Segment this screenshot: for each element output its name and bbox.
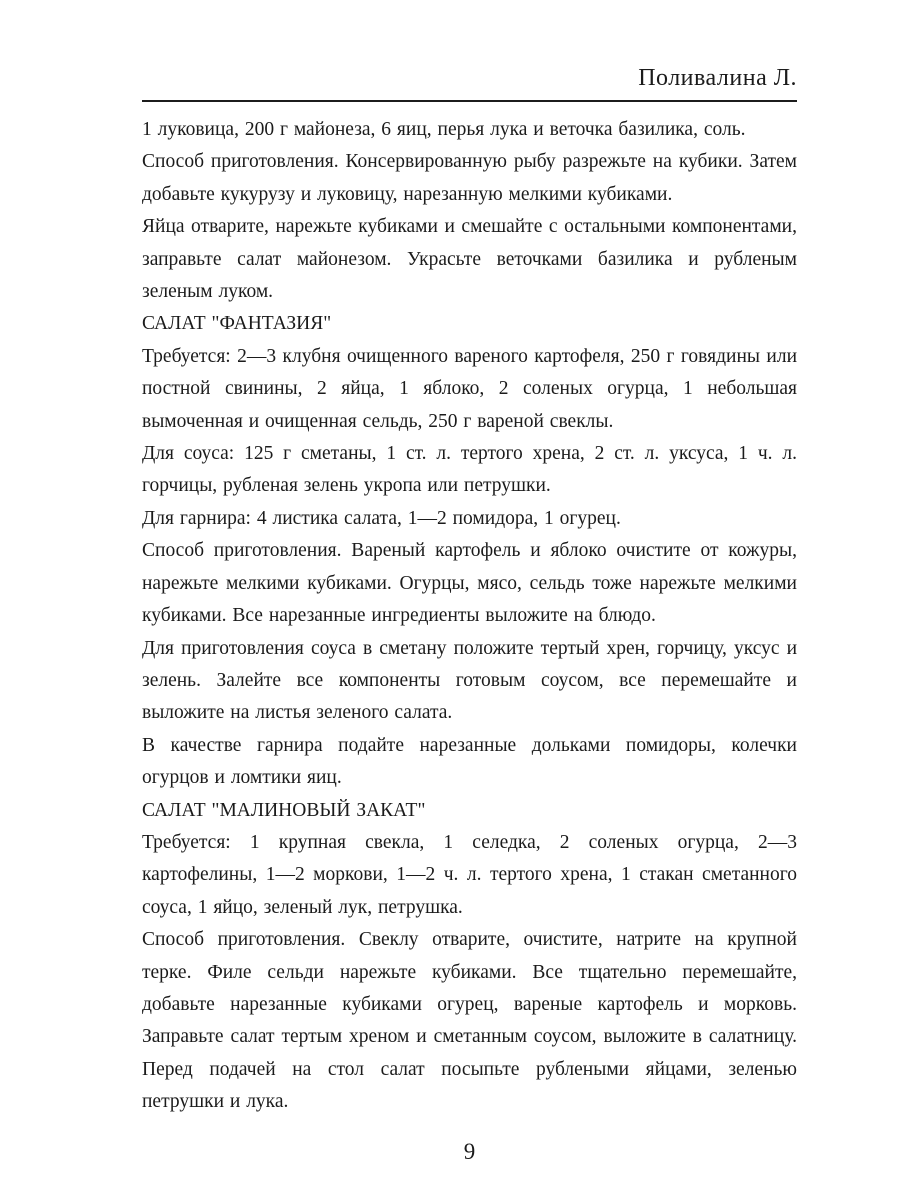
body-paragraph: Для соуса: 125 г сметаны, 1 ст. л. тертого хрена, 2 ст. л. уксуса, 1 ч. л. горчицы, рубленая зелень укропа или петрушки. xyxy=(142,443,797,497)
body-paragraph: Для приготовления соуса в сметану положите тертый хрен, горчицу, уксус и зелень. Залейте все компоненты готовым соусом, все перемешайте и выложите на листья зеленого салата. xyxy=(142,637,797,724)
page-number: 9 xyxy=(463,1138,476,1164)
body-paragraph: Требуется: 2—3 клубня очищенного вареного картофеля, 250 г говядины или постной свинины, 2 яйца, 1 яблоко, 2 соленых огурца, 1 небольшая вымоченная и очищенная сельдь, 250 г вареной свеклы. xyxy=(142,345,797,432)
body-paragraph: Способ приготовления. Консервированную рыбу разрежьте на кубики. Затем добавьте кукурузу и луковицу, нарезанную мелкими кубиками. xyxy=(142,151,797,205)
running-header-author: Поливалина Л. xyxy=(142,63,797,102)
body-paragraph: Требуется: 1 крупная свекла, 1 селедка, 2 соленых огурца, 2—3 картофелины, 1—2 моркови, 1—2 ч. л. тертого хрена, 1 стакан сметанного соуса, 1 яйцо, зеленый лук, петрушка. xyxy=(142,831,797,918)
recipe-title-malinovyy-zakat: САЛАТ "МАЛИНОВЫЙ ЗАКАТ" xyxy=(142,799,426,821)
page-body xyxy=(142,114,797,1119)
recipe-title-fantaziya: САЛАТ "ФАНТАЗИЯ" xyxy=(142,313,332,335)
body-paragraph: В качестве гарнира подайте нарезанные дольками помидоры, колечки огурцов и ломтики яиц. xyxy=(142,734,797,789)
body-paragraph: Способ приготовления. Вареный картофель и яблоко очистите от кожуры, нарежьте мелкими кубиками. Огурцы, мясо, сельдь тоже нарежьте мелкими кубиками. Все нарезанные ингредиенты выложите на блюдо. xyxy=(142,540,797,627)
body-paragraph: Для гарнира: 4 листика салата, 1—2 помидора, 1 огурец. xyxy=(142,507,621,529)
body-paragraph: Яйца отварите, нарежьте кубиками и смешайте с остальными компонентами, заправьте салат майонезом. Украсьте веточками базилика и рубленым зеленым луком. xyxy=(142,216,797,303)
body-paragraph: 1 луковица, 200 г майонеза, 6 яиц, перья лука и веточка базилика, соль. xyxy=(142,119,746,140)
body-paragraph: Способ приготовления. Свеклу отварите, очистите, натрите на крупной терке. Филе сельди нарежьте кубиками. Все тщательно перемешайте, добавьте нарезанные кубиками огурец, вареные картофель и морковь. Заправьте салат тертым хреном и сметанным соусом, выложите в салатницу. Перед подачей на стол салат посыпьте рублеными яйцами, зеленью петрушки и лука. xyxy=(142,929,797,1113)
